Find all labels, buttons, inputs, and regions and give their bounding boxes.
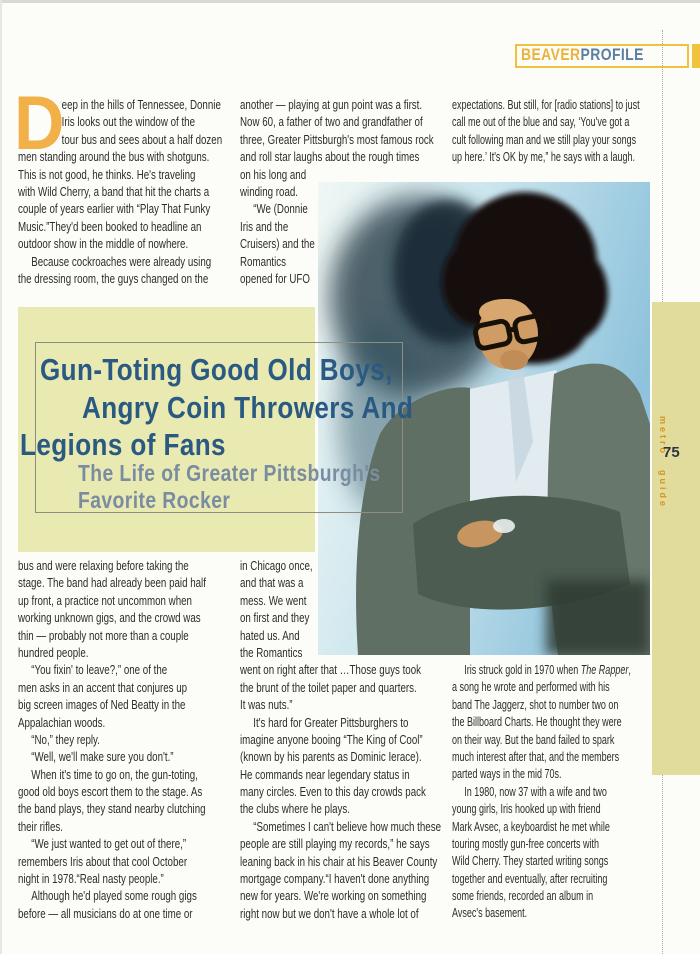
column-3-lower <box>452 662 661 923</box>
text-line: much interest after that, and the members <box>452 749 620 764</box>
text-line: up here.’ It's OK by me,” he says with a laugh. <box>452 150 635 165</box>
text-line: stage. The band had already been paid half <box>18 576 206 591</box>
text-line: together and eventually, after recruiting <box>452 871 608 886</box>
profile-header-title <box>521 45 644 65</box>
text-line: another — playing at gun point was a first. <box>240 98 423 112</box>
text-line: In 1980, now 37 with a wife and two <box>464 784 607 799</box>
brand-beaver: BEAVER <box>521 45 581 64</box>
text-line: on their way. But the band failed to spark <box>452 732 615 747</box>
column-1-lower <box>18 558 229 923</box>
text-line: the dressing room, the guys changed on the <box>18 271 209 286</box>
text-line: the Billboard Charts. He thought they were <box>452 715 622 730</box>
sidebar-guide-label: guide <box>658 470 668 509</box>
text-line: Now 60, a father of two and grandfather of <box>240 115 423 130</box>
text-line: “No,” they reply. <box>31 732 100 747</box>
text-line: couple of years earlier with “Play That Funky <box>18 202 211 217</box>
text-line: bus and were relaxing before taking the <box>18 559 189 573</box>
text-line: night in 1978.“Real nasty people.” <box>18 872 164 887</box>
column-3-upper <box>452 97 661 167</box>
text-line: and roll star laughs about the rough times <box>240 150 420 165</box>
text-line: Romantics <box>240 254 287 269</box>
text-line: Iris and the <box>240 219 289 234</box>
text-line: winding road. <box>240 184 299 199</box>
text-line: He commands near legendary status in <box>240 767 410 782</box>
text-line: It was nuts.” <box>240 698 293 713</box>
text-line: Avsec's basement. <box>452 906 528 921</box>
text-line: a song he wrote and performed with his <box>452 680 610 695</box>
brand-profile: PROFILE <box>580 45 644 64</box>
text-line: with Wild Cherry, a band that hit the charts a <box>18 184 210 199</box>
sidebar-metro-label: metro <box>658 416 668 457</box>
text-line: cult following man and we still play your songs <box>452 132 637 147</box>
text-line: mess. We went <box>240 593 307 608</box>
text-line: right now but we don't have a whole lot of <box>240 906 419 921</box>
text-line: parted ways in the mid 70s. <box>452 767 562 782</box>
text-line: before — all musicians do at one time or <box>18 906 193 921</box>
text-line: Wild Cherry. They started writing songs <box>452 854 609 869</box>
page-edge-left <box>0 0 2 954</box>
text-line: big screen images of Ned Beatty in the <box>18 698 186 713</box>
page-number: 75 <box>663 444 680 461</box>
text-line: Although he'd played some rough gigs <box>31 889 197 904</box>
drop-cap: D <box>14 81 65 166</box>
headline-subtitle-1: The Life of Greater Pittsburgh's <box>78 460 381 486</box>
text-line: leaning back in his chair at his Beaver County <box>240 854 438 869</box>
headline-line-1: Gun-Toting Good Old Boys, <box>40 352 393 387</box>
column-2-lower <box>240 558 451 923</box>
text-line: imagine anyone booing “The King of Cool” <box>240 732 423 747</box>
text-line: the band plays, they stand nearby clutching <box>18 802 206 817</box>
text-line: Music.”They'd been booked to headline an <box>18 219 202 234</box>
text-line: in Chicago once, <box>240 559 313 573</box>
text-line: Because cockroaches were already using <box>31 254 212 269</box>
headline-line-2: Angry Coin Throwers And <box>82 390 414 425</box>
headline-line-3: Legions of Fans <box>20 427 226 462</box>
text-line: Mark Avsec, a keyboardist he met while <box>452 819 610 834</box>
chin <box>500 350 528 370</box>
text-line: men asks in an accent that conjures up <box>18 680 188 695</box>
text-line: “Well, we'll make sure you don't.” <box>31 750 174 765</box>
text-line: many circles. Even to this day crowds pack <box>240 785 426 800</box>
text-line: expectations. But still, for [radio stations] to just <box>452 98 640 112</box>
text-line: outdoor show in the middle of nowhere. <box>18 237 189 252</box>
text-line: Appalachian woods. <box>18 715 106 730</box>
text-line: “Sometimes I can't believe how much these <box>253 819 442 834</box>
text-line: hated us. And <box>240 628 300 643</box>
text-line: This is not good, he thinks. He's traveling <box>18 167 196 182</box>
text-line: people are still playing my records,” he says <box>240 837 430 852</box>
text-line: went on right after that …Those guys took <box>240 663 422 678</box>
text-line: call me out of the blue and say, ‘You've got a <box>452 115 630 130</box>
text-line: men standing around the bus with shotguns. <box>18 150 210 165</box>
text-line: tour bus and sees about a half dozen <box>61 132 223 147</box>
text-line: their rifles. <box>18 819 63 834</box>
text-line: good old boys escort them to the stage. As <box>18 785 203 800</box>
text-line: three, Greater Pittsburgh's most famous rock <box>240 132 434 147</box>
text-line: the brunt of the toilet paper and quarters. <box>240 680 417 695</box>
text-line: “You fixin' to leave?,” one of the <box>31 663 168 678</box>
text-line: the Romantics <box>240 645 303 660</box>
text-line: eep in the hills of Tennessee, Donnie <box>61 98 221 112</box>
text-segment: , <box>628 663 631 677</box>
text-line: It's hard for Greater Pittsburghers to <box>253 715 409 730</box>
text-line: up front, a practice not uncommon when <box>18 593 192 608</box>
text-line: band The Jaggerz, shot to number two on <box>452 697 619 712</box>
text-line: young girls, Iris hooked up with friend <box>452 802 601 817</box>
jacket-dark-bottom <box>546 580 650 655</box>
text-line: remembers Iris about that cool October <box>18 854 188 869</box>
text-line: (known by his parents as Dominic Ierace). <box>240 750 422 765</box>
column-1-upper <box>18 97 229 288</box>
text-line: Iris looks out the window of the <box>61 115 196 130</box>
text-line: hundred people. <box>18 645 89 660</box>
text-line: touring mostly gun-free concerts with <box>452 836 600 851</box>
text-line: “We (Donnie <box>253 202 308 217</box>
text-line: mortgage company.“I haven't done anything <box>240 872 430 887</box>
text-line: When it's time to go on, the gun-toting, <box>31 767 198 782</box>
shirt-cuff <box>493 519 515 533</box>
text-line: “We just wanted to get out of there,” <box>31 837 187 852</box>
text-line: some friends, recorded an album in <box>452 889 594 904</box>
column-2-upper <box>240 97 451 288</box>
italic-text: The Rapper <box>580 663 629 677</box>
text-line: and that was a <box>240 576 304 591</box>
text-line: on first and they <box>240 611 310 626</box>
headline-subtitle-2: Favorite Rocker <box>78 487 231 513</box>
header-yellow-block <box>692 44 700 68</box>
text-line: opened for UFO <box>240 271 310 286</box>
text-line: the clubs where he plays. <box>240 802 351 817</box>
text-line: Cruisers) and the <box>240 237 315 252</box>
text-line: on his long and <box>240 167 307 182</box>
text-line: thin — probably not more than a couple <box>18 628 189 643</box>
text-line <box>452 662 661 679</box>
text-line: new for years. We're working on something <box>240 889 427 904</box>
text-segment: Iris struck gold in 1970 when <box>464 663 581 677</box>
page-edge-top <box>0 0 700 3</box>
text-line: working unknown gigs, and the crowd was <box>18 611 201 626</box>
